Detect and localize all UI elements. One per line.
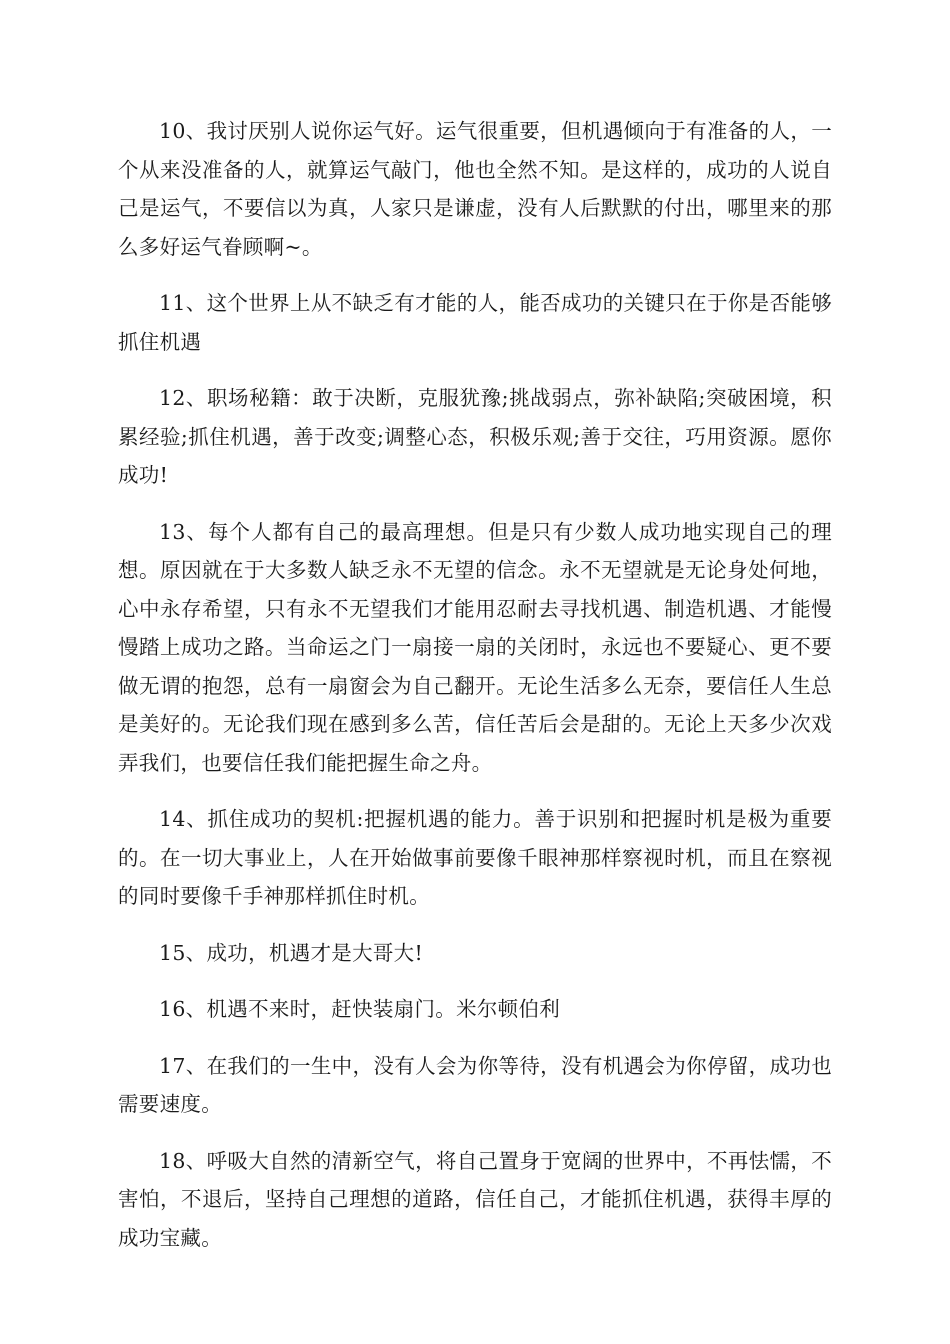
paragraph-14: 14、抓住成功的契机:把握机遇的能力。善于识别和把握时机是极为重要的。在一切大事业上，人在开始做事前要像千眼神那样察视时机，而且在察视的同时要像千手神那样抓住时机。 (118, 807, 832, 908)
paragraph-16: 16、机遇不来时，赶快装扇门。米尔顿伯利 (159, 997, 561, 1021)
paragraph-11: 11、这个世界上从不缺乏有才能的人，能否成功的关键只在于你是否能够抓住机遇 (118, 291, 832, 354)
paragraph-10: 10、我讨厌别人说你运气好。运气很重要，但机遇倾向于有准备的人，一个从来没准备的人，就算运气敲门，他也全然不知。是这样的，成功的人说自己是运气，不要信以为真，人家只是谦虚，没有人后默默的付出，哪里来的那么多好运气眷顾啊~。 (118, 119, 832, 259)
paragraph-12: 12、职场秘籍：敢于决断，克服犹豫;挑战弱点，弥补缺陷;突破困境，积累经验;抓住机遇，善于改变;调整心态，积极乐观;善于交往，巧用资源。愿你成功! (118, 386, 832, 487)
paragraph-15: 15、成功，机遇才是大哥大! (159, 940, 424, 965)
paragraph-18: 18、呼吸大自然的清新空气，将自己置身于宽阔的世界中，不再怯懦，不害怕，不退后，坚持自己理想的道路，信任自己，才能抓住机遇，获得丰厚的成功宝藏。 (118, 1148, 832, 1250)
paragraph-17: 17、在我们的一生中，没有人会为你等待，没有机遇会为你停留，成功也需要速度。 (118, 1053, 832, 1116)
paragraph-13: 13、每个人都有自己的最高理想。但是只有少数人成功地实现自己的理想。原因就在于大多数人缺乏永不无望的信念。永不无望就是无论身处何地，心中永存希望，只有永不无望我们才能用忍耐去寻找机遇、制造机遇、才能慢慢踏上成功之路。当命运之门一扇接一扇的关闭时，永远也不要疑心、更不要做无谓的抱怨，总有一扇窗会为自己翻开。无论生活多么无奈，要信任人生总是美好的。无论我们现在感到多么苦，信任苦后会是甜的。无论上天多少次戏弄我们，也要信任我们能把握生命之舟。 (118, 519, 832, 775)
